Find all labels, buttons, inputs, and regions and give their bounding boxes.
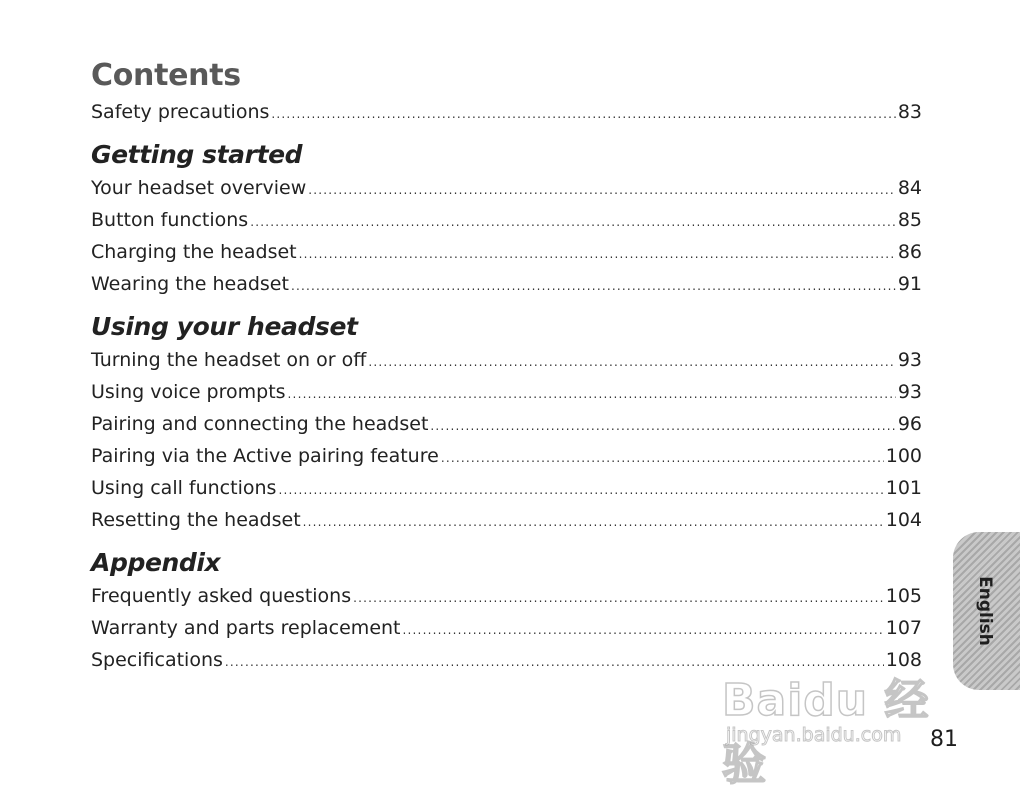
section-using-your-headset — [91, 310, 922, 536]
dot-leader — [353, 582, 884, 614]
dot-leader — [250, 206, 896, 238]
dot-leader — [288, 378, 896, 410]
toc-entry-page: 84 — [897, 177, 922, 199]
dot-leader — [441, 442, 884, 474]
toc-entry[interactable] — [91, 236, 922, 268]
dot-leader — [291, 270, 896, 302]
dot-leader — [278, 474, 883, 506]
section-heading: Using your headset — [91, 312, 358, 341]
dot-leader — [430, 410, 895, 442]
language-tab-label: English — [975, 576, 995, 646]
toc-entry-page: 93 — [897, 349, 922, 371]
toc-entry-safety-precautions[interactable] — [91, 96, 922, 128]
dot-leader — [225, 646, 884, 678]
toc-entry-label: Frequently asked questions — [91, 585, 352, 607]
section-getting-started — [91, 138, 922, 300]
toc-entry-page: 93 — [897, 381, 922, 403]
toc-entry-page: 86 — [897, 241, 922, 263]
dot-leader — [308, 174, 896, 206]
dot-leader — [303, 506, 884, 538]
toc-entry-label: Button functions — [91, 209, 249, 231]
toc-entry-page: 83 — [897, 101, 922, 123]
toc-entry[interactable] — [91, 268, 922, 300]
toc-entry-page: 91 — [897, 273, 922, 295]
watermark-url: jingyan.baidu.com — [726, 724, 902, 746]
toc-entry[interactable] — [91, 440, 922, 472]
toc-entry-label: Turning the headset on or off — [91, 349, 367, 371]
dot-leader — [299, 238, 896, 270]
toc-entry-page: 108 — [885, 649, 922, 671]
toc-entry-label: Charging the headset — [91, 241, 297, 263]
page-number: 81 — [930, 727, 958, 752]
toc-entry[interactable] — [91, 376, 922, 408]
toc-entry-label: Using voice prompts — [91, 381, 286, 403]
toc-entry-label: Warranty and parts replacement — [91, 617, 401, 639]
watermark-logo: Baidu 经验 — [722, 675, 930, 790]
page-title: Contents — [91, 58, 241, 93]
dot-leader — [271, 98, 895, 130]
toc-entry-label: Pairing and connecting the headset — [91, 413, 429, 435]
language-tab[interactable] — [953, 532, 1020, 690]
toc-entry[interactable] — [91, 504, 922, 536]
toc-entry-label: Pairing via the Active pairing feature — [91, 445, 439, 467]
toc-entry[interactable] — [91, 408, 922, 440]
toc-entry-page: 105 — [885, 585, 922, 607]
toc-entry[interactable] — [91, 204, 922, 236]
toc-entry[interactable] — [91, 612, 922, 644]
toc-entry-label: Specifications — [91, 649, 223, 671]
toc-entry-label: Wearing the headset — [91, 273, 289, 295]
section-heading: Getting started — [91, 140, 303, 169]
toc-entry[interactable] — [91, 644, 922, 676]
toc-entry-label: Using call functions — [91, 477, 277, 499]
toc-entry[interactable] — [91, 344, 922, 376]
toc-entry-label: Safety precautions — [91, 101, 270, 123]
toc-entry-page: 107 — [885, 617, 922, 639]
toc-entry[interactable] — [91, 472, 922, 504]
toc-entry-label: Resetting the headset — [91, 509, 301, 531]
toc-entry-page: 101 — [885, 477, 922, 499]
contents-page — [91, 56, 922, 676]
dot-leader — [368, 346, 895, 378]
toc-entry-page: 100 — [885, 445, 922, 467]
toc-entry-label: Your headset overview — [91, 177, 307, 199]
section-appendix — [91, 546, 922, 676]
toc-entry-page: 96 — [897, 413, 922, 435]
intro-entries — [91, 96, 922, 128]
toc-entry-page: 85 — [897, 209, 922, 231]
toc-entry-page: 104 — [885, 509, 922, 531]
toc-entry[interactable] — [91, 172, 922, 204]
toc-entry[interactable] — [91, 580, 922, 612]
dot-leader — [403, 614, 884, 646]
section-heading: Appendix — [91, 548, 221, 577]
